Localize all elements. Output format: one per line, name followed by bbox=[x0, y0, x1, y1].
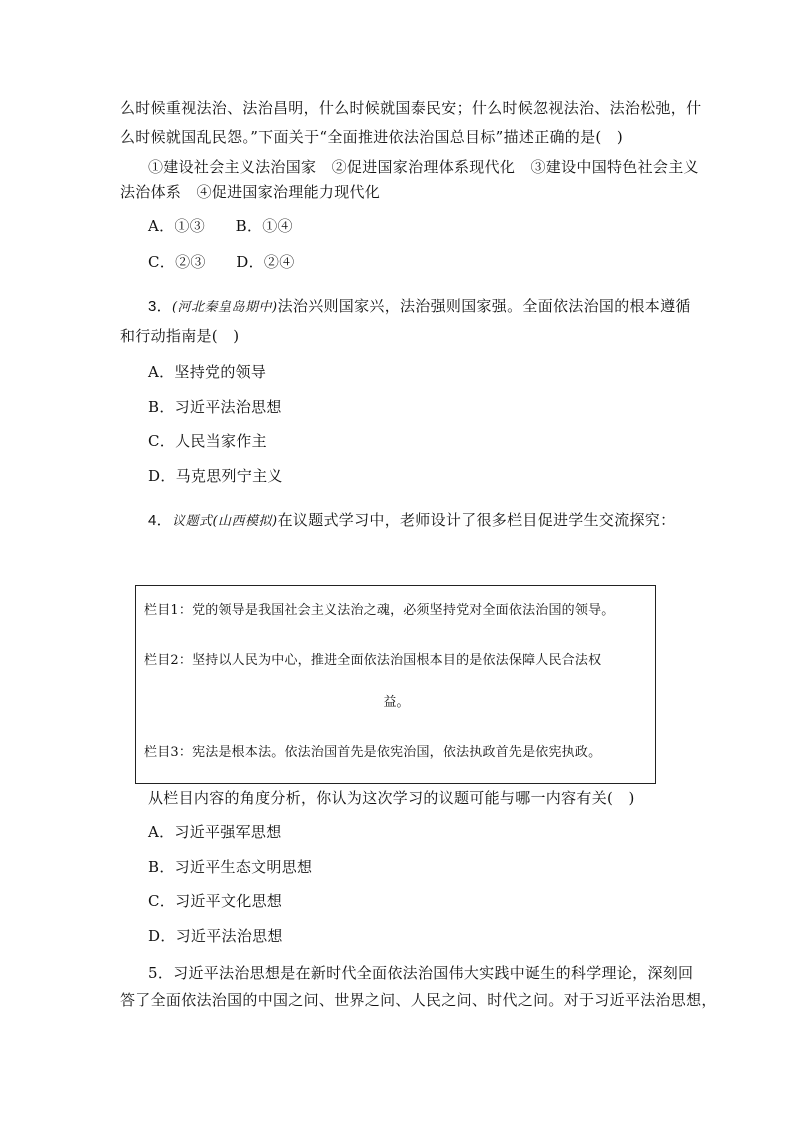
q3-source: (河北秦皇岛期中) bbox=[171, 300, 278, 315]
q4-box-item2-line1: 栏目2：坚持以人民为中心，推进全面依法治国根本目的是依法保障人民合法权 bbox=[144, 653, 602, 668]
q3-option-c: C．人民当家作主 bbox=[148, 432, 267, 450]
q2-stem-line2: 么时候就国乱民怨。”下面关于“全面推进依法治国总目标”描述正确的是( ) bbox=[120, 128, 624, 146]
q4-option-c: C．习近平文化思想 bbox=[148, 892, 283, 910]
q4-option-a: A．习近平强军思想 bbox=[148, 823, 282, 841]
q4-box-item3: 栏目3：宪法是根本法。依法治国首先是依宪治国，依法执政首先是依宪执政。 bbox=[144, 745, 602, 760]
q3-option-b: B．习近平法治思想 bbox=[148, 398, 282, 416]
q2-statements-line2: 法治体系 ④促进国家治理能力现代化 bbox=[120, 183, 381, 201]
q4-option-d: D．习近平法治思想 bbox=[148, 927, 283, 945]
q2-options-row1: A．①③ B．①④ bbox=[148, 217, 293, 235]
q2-options-row2: C．②③ D．②④ bbox=[148, 253, 295, 271]
q4-stem bbox=[148, 510, 708, 532]
q4-option-b: B．习近平生态文明思想 bbox=[148, 858, 313, 876]
q3-number: 3． bbox=[148, 298, 172, 315]
q4-material-box bbox=[135, 585, 656, 784]
q3-option-a: A．坚持党的领导 bbox=[148, 363, 267, 381]
q4-number: 4． bbox=[148, 512, 172, 529]
q4-box-item1: 栏目1：党的领导是我国社会主义法治之魂，必须坚持党对全面依法治国的领导。 bbox=[144, 603, 615, 618]
q5-stem-line2: 答了全面依法治国的中国之问、世界之问、人民之问、时代之问。对于习近平法治思想， bbox=[120, 991, 717, 1009]
q4-box-item2-line2: 益。 bbox=[383, 695, 410, 710]
q2-statements-line1: ①建设社会主义法治国家 ②促进国家治理体系现代化 ③建设中国特色社会主义 bbox=[148, 158, 699, 176]
q3-stem-line1 bbox=[148, 296, 708, 318]
q3-stem-text: 法治兴则国家兴，法治强则国家强。全面依法治国的根本遵循 bbox=[277, 297, 691, 315]
q4-stem-text: 在议题式学习中，老师设计了很多栏目促进学生交流探究： bbox=[277, 511, 676, 529]
q2-stem-line1: 么时候重视法治、法治昌明，什么时候就国泰民安；什么时候忽视法治、法治松弛，什 bbox=[120, 99, 702, 117]
q4-source: 议题式(山西模拟) bbox=[171, 514, 278, 529]
q3-option-d: D．马克思列宁主义 bbox=[148, 467, 283, 485]
q5-stem-line1: 5．习近平法治思想是在新时代全面依法治国伟大实践中诞生的科学理论，深刻回 bbox=[148, 964, 694, 982]
q4-question: 从栏目内容的角度分析，你认为这次学习的议题可能与哪一内容有关( ) bbox=[148, 789, 635, 807]
q3-stem-line2: 和行动指南是( ) bbox=[120, 327, 240, 345]
